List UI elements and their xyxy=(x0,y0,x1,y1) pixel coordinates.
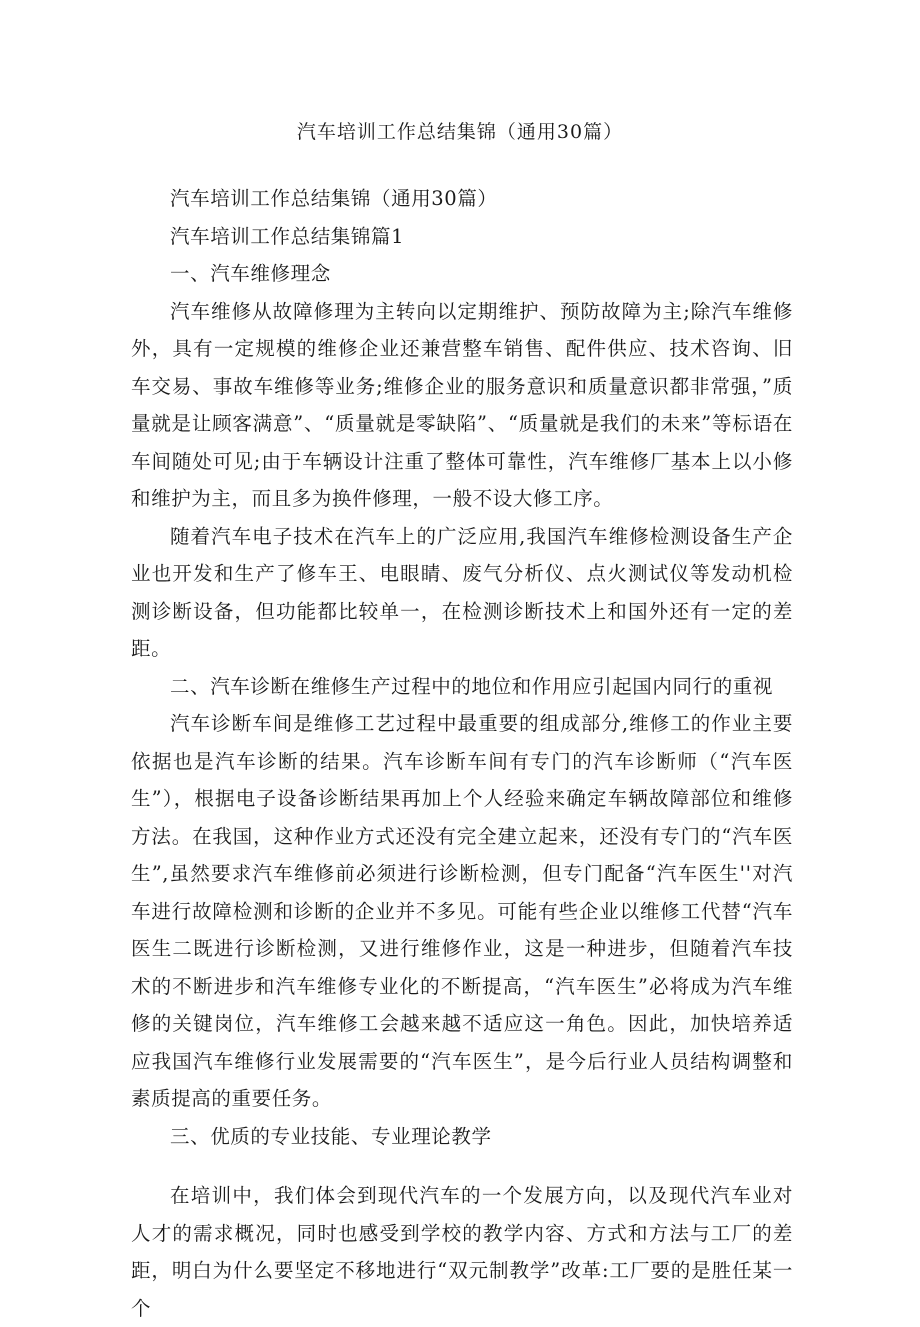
section-heading-2: 二、汽车诊断在维修生产过程中的地位和作用应引起国内同行的重视 xyxy=(170,674,774,698)
section-heading-3: 三、优质的专业技能、专业理论教学 xyxy=(170,1124,492,1148)
body-paragraph: 随着汽车电子技术在汽车上的广泛应用,我国汽车维修检测设备生产企业也开发和生产了修车王、电眼睛、废气分析仪、点火测试仪等发动机检测诊断设备，但功能都比较单一，在检测诊断技术上和国外还有一定的差距。 xyxy=(131,524,793,660)
document-body xyxy=(131,180,793,1327)
section-heading-1: 一、汽车维修理念 xyxy=(170,262,331,285)
subtitle-paragraph: 汽车培训工作总结集锦（通用30篇） xyxy=(170,187,498,210)
body-paragraph: 在培训中，我们体会到现代汽车的一个发展方向，以及现代汽车业对人才的需求概况，同时也感受到学校的教学内容、方式和方法与工厂的差距，明白为什么要坚定不移地进行“双元制教学”改革:工厂要的是胜任某一个 xyxy=(131,1184,793,1320)
document-title: 汽车培训工作总结集锦（通用30篇） xyxy=(296,121,624,143)
body-paragraph: 汽车维修从故障修理为主转向以定期维护、预防故障为主;除汽车维修外，具有一定规模的维修企业还兼营整车销售、配件供应、技术咨询、旧车交易、事故车维修等业务;维修企业的服务意识和质量意识都非常强，”质量就是让顾客满意”、“质量就是零缺陷”、“质量就是我们的未来”等标语在车间随处可见;由于车辆设计注重了整体可靠性，汽车维修厂基本上以小修和维护为主，而且多为换件修理，一般不设大修工序。 xyxy=(131,299,793,510)
body-paragraph: 汽车诊断车间是维修工艺过程中最重要的组成部分,维修工的作业主要依据也是汽车诊断的结果。汽车诊断车间有专门的汽车诊断师（“汽车医生”），根据电子设备诊断结果再加上个人经验来确定车辆故障部位和维修方法。在我国，这种作业方式还没有完全建立起来，还没有专门的“汽车医生”,虽然要求汽车维修前必须进行诊断检测，但专门配备“汽车医生''对汽车进行故障检测和诊断的企业并不多见。可能有些企业以维修工代替“汽车医生二既进行诊断检测，又进行维修作业，这是一种进步，但随着汽车技术的不断进步和汽车维修专业化的不断提高，“汽车医生”必将成为汽车维修的关键岗位，汽车维修工会越来越不适应这一角色。因此，加快培养适应我国汽车维修行业发展需要的“汽车医生”，是今后行业人员结构调整和素质提高的重要任务。 xyxy=(131,712,793,1110)
section-heading-chapter-1: 汽车培训工作总结集锦篇1 xyxy=(170,224,405,248)
